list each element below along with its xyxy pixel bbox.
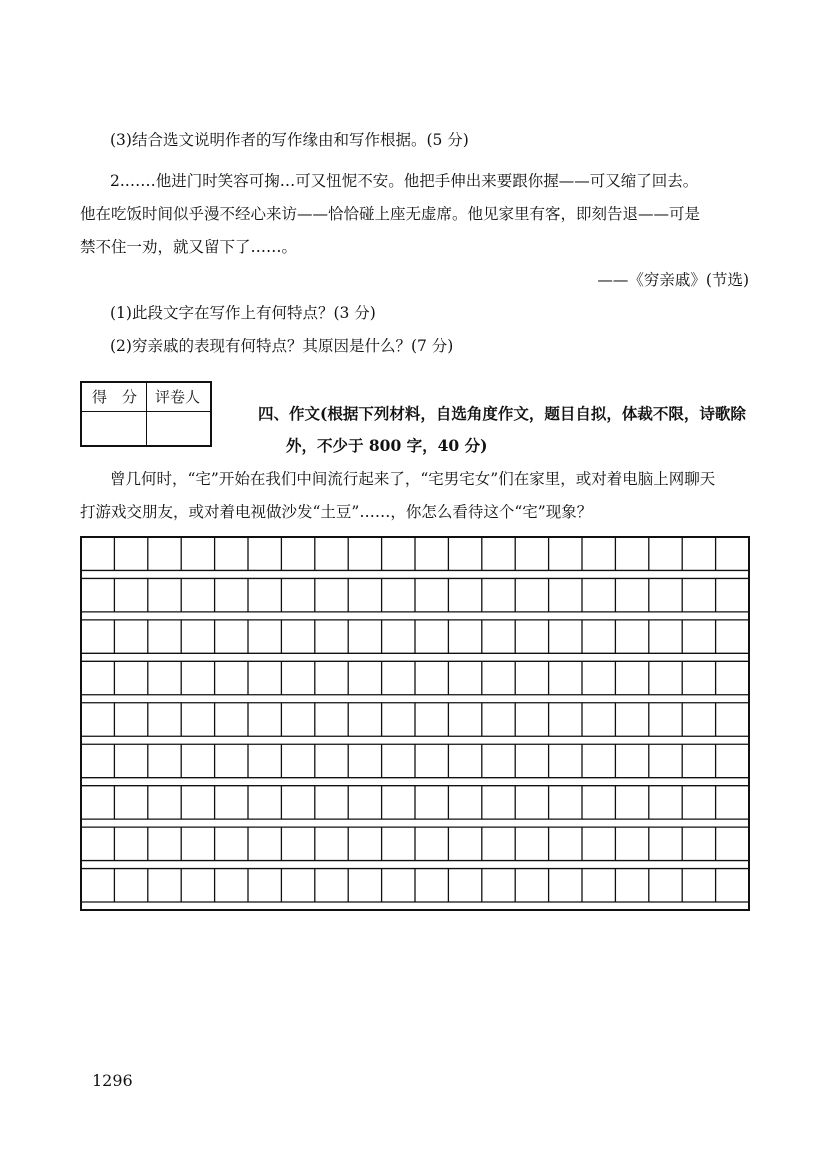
section-4-title-line-2: 外，不少于 800 字，40 分): [286, 436, 488, 455]
section-4-title-line-1: 四、作文(根据下列材料，自选角度作文，题目自拟，体裁不限，诗歌除: [258, 404, 746, 423]
passage-2-source: ——《穷亲戚》(节选): [597, 271, 749, 289]
score-table-header-rule: [82, 411, 210, 412]
passage-2-question-2: (2)穷亲戚的表现有何特点？其原因是什么？(7 分): [110, 337, 454, 355]
writing-grid-svg: [80, 536, 750, 911]
essay-prompt-line-1: 曾几何时，“宅”开始在我们中间流行起来了，“宅男宅女”们在家里，或对着电脑上网聊天: [110, 470, 716, 488]
passage-2-line-1: 2.……他进门时笑容可掬…可又忸怩不安。他把手伸出来要跟你握——可又缩了回去。: [110, 172, 699, 190]
writing-grid: [80, 536, 750, 911]
score-label: 得 分: [92, 388, 138, 406]
passage-2-line-2: 他在吃饭时间似乎漫不经心来访——恰恰碰上座无虚席。他见家里有客，即刻告退——可是: [80, 205, 701, 223]
passage-2-line-3: 禁不住一劝，就又留下了……。: [80, 238, 298, 256]
passage-2-question-1: (1)此段文字在写作上有何特点？(3 分): [110, 304, 376, 322]
grader-label: 评卷人: [155, 388, 201, 406]
page-number: 1296: [92, 1071, 133, 1090]
question-3-item: (3)结合选文说明作者的写作缘由和写作根据。(5 分): [110, 131, 469, 149]
essay-prompt-line-2: 打游戏交朋友，或对着电视做沙发“土豆”……，你怎么看待这个“宅”现象？: [80, 503, 593, 521]
score-table: [80, 381, 212, 447]
score-table-divider: [146, 383, 147, 445]
